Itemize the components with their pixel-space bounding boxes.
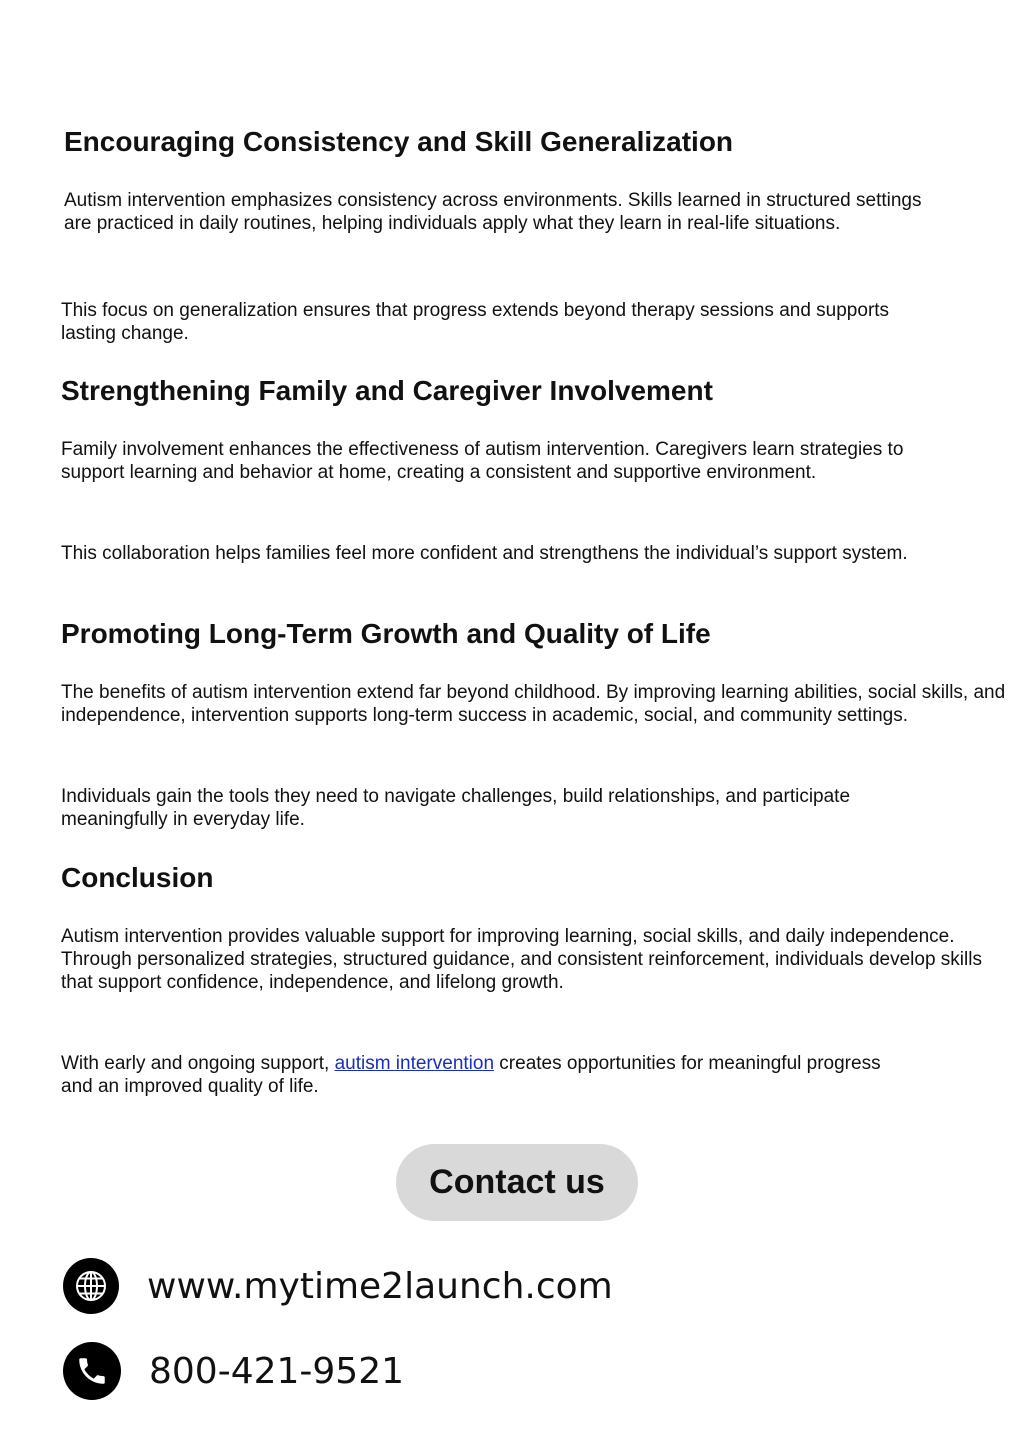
website-text[interactable]: www.mytime2launch.com [147, 1265, 613, 1307]
paragraph-growth-2: Individuals gain the tools they need to navigate challenges, build relationships, and participate meaningfully in everyday life. [61, 786, 851, 830]
paragraph-family-2: This collaboration helps families feel more confident and strengthens the individual’s support system. [61, 543, 908, 564]
paragraph-conclusion-1: Autism intervention provides valuable support for improving learning, social skills, and daily independence. Through personalized strategies, structured guidance, and consistent reinforcement, individuals develop skills that support confidence, independence, and lifelong growth. [61, 926, 982, 993]
paragraph-consistency-1: Autism intervention emphasizes consistency across environments. Skills learned in structured settings are practiced in daily routines, helping individuals apply what they learn in real-life situations. [64, 190, 922, 234]
paragraph-conclusion-2-end: creates opportunities for meaningful progress and an improved quality of life. [61, 1053, 881, 1097]
paragraph-family-1: Family involvement enhances the effectiveness of autism intervention. Caregivers learn strategies to support learning and behavior at home, creating a consistent and supportive environment. [61, 439, 904, 483]
phone-row [63, 1342, 404, 1400]
website-row [63, 1257, 613, 1315]
phone-text[interactable]: 800-421-9521 [149, 1350, 405, 1392]
paragraph-conclusion-2 [61, 1052, 911, 1098]
globe-icon [63, 1258, 119, 1314]
heading-growth: Promoting Long-Term Growth and Quality of Life [61, 618, 711, 649]
autism-intervention-link[interactable]: autism intervention [334, 1053, 495, 1074]
paragraph-conclusion-2-start: With early and ongoing support, [61, 1053, 335, 1074]
contact-us-button[interactable]: Contact us [396, 1144, 638, 1221]
phone-icon [63, 1342, 121, 1400]
heading-consistency: Encouraging Consistency and Skill Generalization [64, 126, 734, 157]
paragraph-consistency-2: This focus on generalization ensures that progress extends beyond therapy sessions and supports lasting change. [61, 300, 890, 344]
heading-conclusion: Conclusion [61, 862, 214, 893]
paragraph-growth-1: The benefits of autism intervention extend far beyond childhood. By improving learning abilities, social skills, and independence, intervention supports long-term success in academic, social, and community settings. [61, 682, 1006, 726]
heading-family: Strengthening Family and Caregiver Involvement [61, 375, 713, 406]
